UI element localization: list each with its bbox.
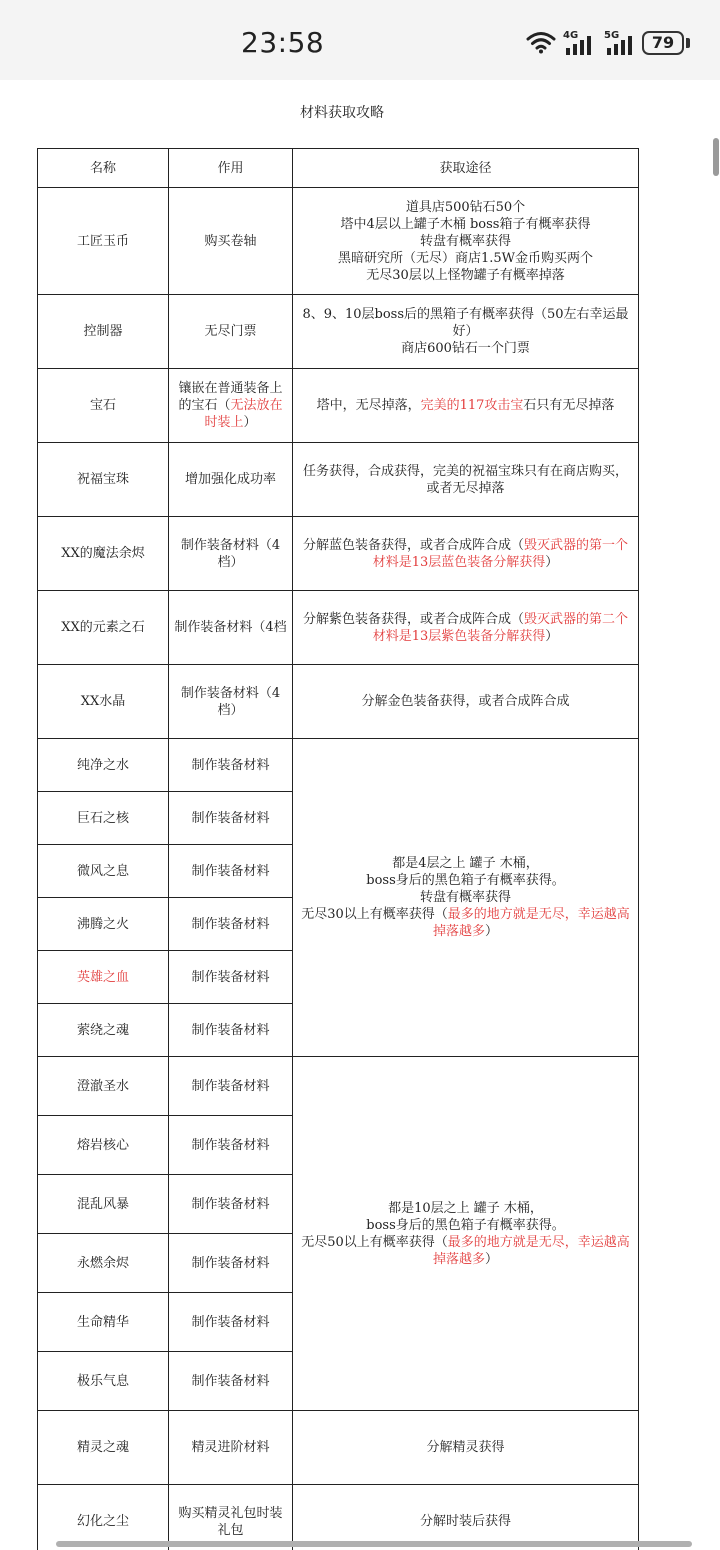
material-use: 制作装备材料 [169,1234,293,1293]
material-name: XX的魔法余烬 [38,517,169,591]
wifi-icon [526,30,556,54]
material-name: 生命精华 [38,1293,169,1352]
source-highlight: 毁灭武器的第一个材料是13层蓝色装备分解获得 [372,537,629,570]
source-line [297,1234,634,1268]
material-name: 精灵之魂 [38,1411,169,1485]
source-text: 石只有无尽掉落 [523,398,615,413]
source-text: 分解蓝色装备获得，或者合成阵合成（ [302,537,524,553]
material-source [293,591,639,665]
source-text: 塔中，无尽掉落， [316,398,421,413]
source-line: 都是10层之上 罐子 木桶， [388,1200,543,1216]
group2-source [293,1057,639,1411]
material-name: 极乐气息 [38,1352,169,1411]
source-highlight: 最多的地方就是无尽，幸运越高掉落越多 [432,907,630,939]
material-name-highlight: 英雄之血 [38,951,169,1004]
material-use: 无尽门票 [169,295,293,369]
source-text: ） [545,554,559,570]
battery-icon: 79 [642,31,684,55]
material-source: 分解金色装备获得，或者合成阵合成 [293,665,639,739]
source-text: ） [485,924,499,939]
material-name: 混乱风暴 [38,1175,169,1234]
material-use: 增加强化成功率 [169,443,293,517]
material-name: 控制器 [38,295,169,369]
vertical-scrollbar[interactable] [713,138,719,176]
source-line: 道具店500钻石50个 [405,199,526,215]
use-warning-text: 无法放在时装上 [204,398,283,430]
source-highlight: 完美的117攻击宝 [420,398,524,413]
material-name: 纯净之水 [38,739,169,792]
material-use: 制作装备材料 [169,845,293,898]
material-name: 巨石之核 [38,792,169,845]
table-row [38,517,639,591]
source-text: 分解紫色装备获得，或者合成阵合成（ [302,611,524,627]
material-name: 澄澈圣水 [38,1057,169,1116]
header-source: 获取途径 [293,149,639,188]
table-row [38,1411,639,1485]
material-name: 微风之息 [38,845,169,898]
material-name: 熔岩核心 [38,1116,169,1175]
material-use: 制作装备材料 [169,1293,293,1352]
battery-tip [686,38,690,48]
source-text: ） [545,628,559,644]
source-line: 转盘有概率获得 [419,233,511,249]
material-use: 制作装备材料（4档） [169,665,293,739]
header-use: 作用 [169,149,293,188]
material-source [293,369,639,443]
material-name: XX水晶 [38,665,169,739]
table-header-row [38,149,639,188]
material-use: 制作装备材料 [169,1057,293,1116]
source-text: 无尽30以上有概率获得（ [301,907,448,922]
material-use: 制作装备材料 [169,898,293,951]
materials-table [37,148,639,1550]
material-name: 幻化之尘 [38,1485,169,1550]
status-time: 23:58 [241,26,325,59]
material-name: 工匠玉币 [38,188,169,295]
source-line [297,906,634,940]
source-text: 无尽50以上有概率获得（ [301,1234,448,1250]
material-use: 制作装备材料 [169,792,293,845]
material-use: 购买精灵礼包时装礼包 [169,1485,293,1550]
material-use: 制作装备材料 [169,1352,293,1411]
table-row [38,188,639,295]
network-4g-label: 4G [563,30,579,41]
material-use: 制作装备材料 [169,739,293,792]
signal-5g-icon [607,35,637,55]
source-line: 都是4层之上 罐子 木桶， [392,856,539,871]
use-text: ） [243,415,257,430]
table-row [38,443,639,517]
material-name: XX的元素之石 [38,591,169,665]
source-highlight: 最多的地方就是无尽，幸运越高掉落越多 [432,1234,630,1267]
material-use: 制作装备材料 [169,1175,293,1234]
source-line: 黑暗研究所（无尽）商店1.5W金币购买两个 [337,250,594,266]
horizontal-scrollbar[interactable] [56,1541,692,1547]
material-use: 精灵进阶材料 [169,1411,293,1485]
material-source: 分解时装后获得 [293,1485,639,1550]
source-highlight: 毁灭武器的第二个材料是13层紫色装备分解获得 [372,611,629,644]
material-use: 购买卷轴 [169,188,293,295]
use-text: 镶嵌在普通装备上的宝石（ [178,381,283,413]
table-row [38,591,639,665]
network-5g-label: 5G [604,30,620,41]
table-row [38,295,639,369]
document-page[interactable] [0,80,720,1550]
source-line: 转盘有概率获得 [419,890,511,905]
material-use: 制作装备材料（4档 [169,591,293,665]
material-name: 萦绕之魂 [38,1004,169,1057]
table-row [38,665,639,739]
material-name: 沸腾之火 [38,898,169,951]
material-use: 制作装备材料 [169,1116,293,1175]
document-title: 材料获取攻略 [300,105,384,121]
material-use: 制作装备材料 [169,1004,293,1057]
source-line: boss身后的黑色箱子有概率获得。 [366,873,565,888]
material-source: 分解精灵获得 [293,1411,639,1485]
source-text: ） [485,1251,499,1267]
material-use [169,369,293,443]
material-source [293,188,639,295]
source-line: 8、9、10层boss后的黑箱子有概率获得（50左右幸运最好） [302,307,629,339]
header-name: 名称 [38,149,169,188]
status-bar [0,0,720,80]
source-line: 无尽30层以上怪物罐子有概率掉落 [366,267,565,283]
material-name: 祝福宝珠 [38,443,169,517]
group1-source [293,739,639,1057]
material-source: 任务获得，合成获得，完美的祝福宝珠只有在商店购买，或者无尽掉落 [293,443,639,517]
table-row [38,1057,639,1116]
material-source [293,295,639,369]
table-row [38,369,639,443]
material-name: 宝石 [38,369,169,443]
signal-4g-icon [566,35,596,55]
material-source [293,517,639,591]
material-use: 制作装备材料 [169,951,293,1004]
source-line: boss身后的黑色箱子有概率获得。 [366,1217,565,1233]
source-line: 商店600钻石一个门票 [401,341,530,356]
material-use: 制作装备材料（4档） [169,517,293,591]
table-row [38,739,639,792]
source-line: 塔中4层以上罐子木桶 boss箱子有概率获得 [340,216,591,232]
material-name: 永燃余烬 [38,1234,169,1293]
